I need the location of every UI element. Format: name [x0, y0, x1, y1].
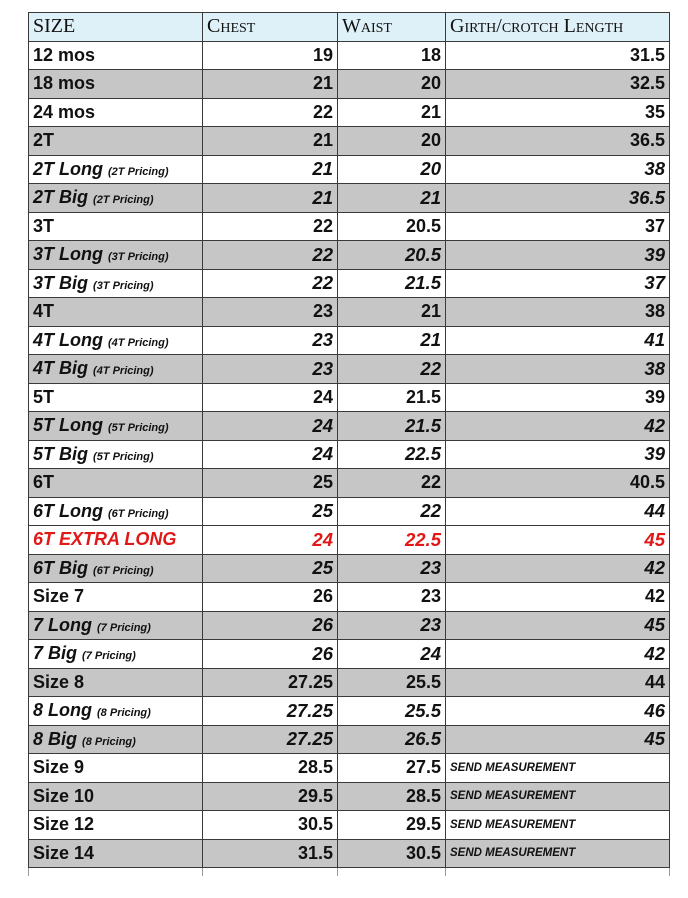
- size-cell: [29, 184, 203, 213]
- waist-cell: 21.5: [338, 383, 446, 412]
- size-cell: [29, 155, 203, 184]
- girth-cell: 41: [446, 326, 670, 355]
- chest-cell: 31.5: [203, 839, 338, 868]
- waist-cell: 30.5: [338, 839, 446, 868]
- size-cell: [29, 839, 203, 868]
- pricing-note: (7 Pricing): [97, 621, 151, 634]
- girth-cell: 45: [446, 725, 670, 754]
- size-label: Size 10: [33, 785, 95, 806]
- chest-cell: 21: [203, 127, 338, 156]
- table-row: [29, 70, 670, 99]
- waist-cell: 21.5: [338, 269, 446, 298]
- waist-cell: 23: [338, 554, 446, 583]
- chest-cell: 27.25: [203, 668, 338, 697]
- chest-cell: 19: [203, 41, 338, 70]
- pricing-note: (8 Pricing): [82, 735, 136, 748]
- girth-cell: 39: [446, 241, 670, 270]
- table-row: [29, 782, 670, 811]
- size-label: 8 Long: [33, 700, 92, 721]
- table-row: [29, 269, 670, 298]
- size-cell: [29, 811, 203, 840]
- pricing-note: (3T Pricing): [93, 279, 154, 292]
- size-label: 5T: [33, 386, 55, 407]
- size-cell: [29, 127, 203, 156]
- waist-cell: 21: [338, 298, 446, 327]
- table-row: [29, 212, 670, 241]
- girth-cell: 42: [446, 554, 670, 583]
- size-cell: [29, 41, 203, 70]
- table-row: [29, 127, 670, 156]
- table-row: [29, 241, 670, 270]
- table-row: [29, 497, 670, 526]
- girth-cell: 45: [446, 526, 670, 555]
- size-cell: [29, 269, 203, 298]
- waist-cell: 23: [338, 611, 446, 640]
- size-cell: [29, 697, 203, 726]
- size-label: 4T Long: [33, 329, 103, 350]
- pricing-note: (2T Pricing): [108, 165, 169, 178]
- header-girth: Girth/crotch Length: [446, 13, 670, 42]
- chest-cell: 21: [203, 70, 338, 99]
- size-label: 3T Big: [33, 272, 89, 293]
- size-label: 5T Long: [33, 415, 103, 436]
- waist-cell: 25.5: [338, 697, 446, 726]
- pricing-note: (3T Pricing): [108, 251, 169, 264]
- size-label: 24 mos: [33, 101, 96, 122]
- chest-cell: 30.5: [203, 811, 338, 840]
- size-cell: [29, 583, 203, 612]
- girth-cell: 38: [446, 355, 670, 384]
- size-cell: [29, 754, 203, 783]
- girth-cell: 37: [446, 212, 670, 241]
- send-measurement-cell: SEND MEASUREMENT: [446, 782, 670, 811]
- table-row: [29, 412, 670, 441]
- size-cell: [29, 469, 203, 498]
- send-measurement-cell: SEND MEASUREMENT: [446, 839, 670, 868]
- waist-cell: 20: [338, 70, 446, 99]
- size-cell: [29, 526, 203, 555]
- size-label: Size 8: [33, 671, 85, 692]
- table-row: [29, 554, 670, 583]
- size-cell: [29, 383, 203, 412]
- size-cell: [29, 298, 203, 327]
- pricing-note: (5T Pricing): [93, 450, 154, 463]
- column-tick: [28, 868, 29, 876]
- waist-cell: 18: [338, 41, 446, 70]
- waist-cell: 21: [338, 326, 446, 355]
- size-label: 3T: [33, 215, 55, 236]
- size-cell: [29, 611, 203, 640]
- table-body: [29, 41, 670, 868]
- size-label: 2T Long: [33, 158, 103, 179]
- girth-cell: 35: [446, 98, 670, 127]
- girth-cell: 42: [446, 412, 670, 441]
- waist-cell: 26.5: [338, 725, 446, 754]
- size-cell: [29, 782, 203, 811]
- waist-cell: 22: [338, 469, 446, 498]
- girth-cell: 38: [446, 155, 670, 184]
- pricing-note: (5T Pricing): [108, 422, 169, 435]
- size-label: 7 Big: [33, 643, 78, 664]
- pricing-note: (4T Pricing): [93, 365, 154, 378]
- size-cell: [29, 98, 203, 127]
- pricing-note: (4T Pricing): [108, 336, 169, 349]
- girth-cell: 44: [446, 668, 670, 697]
- size-label: 12 mos: [33, 44, 96, 65]
- table-row: [29, 98, 670, 127]
- girth-cell: 40.5: [446, 469, 670, 498]
- size-cell: [29, 412, 203, 441]
- size-label: 18 mos: [33, 73, 96, 94]
- size-label: 6T Long: [33, 500, 103, 521]
- size-cell: [29, 668, 203, 697]
- waist-cell: 20.5: [338, 212, 446, 241]
- header-chest: Chest: [203, 13, 338, 42]
- chest-cell: 21: [203, 184, 338, 213]
- pricing-note: (7 Pricing): [82, 650, 136, 663]
- table-row: [29, 155, 670, 184]
- girth-cell: 44: [446, 497, 670, 526]
- column-tick: [445, 868, 446, 876]
- column-tick: [337, 868, 338, 876]
- waist-cell: 24: [338, 640, 446, 669]
- chest-cell: 22: [203, 98, 338, 127]
- chest-cell: 26: [203, 611, 338, 640]
- column-tick: [669, 868, 670, 876]
- girth-cell: 46: [446, 697, 670, 726]
- chest-cell: 24: [203, 383, 338, 412]
- size-cell: [29, 554, 203, 583]
- girth-cell: 36.5: [446, 184, 670, 213]
- size-cell: [29, 212, 203, 241]
- size-label: Size 9: [33, 757, 85, 778]
- waist-cell: 21.5: [338, 412, 446, 441]
- size-cell: [29, 440, 203, 469]
- header-size: SIZE: [29, 13, 203, 42]
- size-label: 5T Big: [33, 443, 89, 464]
- girth-cell: 32.5: [446, 70, 670, 99]
- waist-cell: 22: [338, 355, 446, 384]
- table-row: [29, 469, 670, 498]
- chest-cell: 23: [203, 355, 338, 384]
- chest-cell: 24: [203, 412, 338, 441]
- size-label: 3T Long: [33, 244, 103, 265]
- size-cell: [29, 241, 203, 270]
- column-tick: [202, 868, 203, 876]
- table-row: [29, 583, 670, 612]
- table-row: [29, 640, 670, 669]
- size-label: 6T: [33, 472, 55, 493]
- chest-cell: 24: [203, 440, 338, 469]
- waist-cell: 21: [338, 98, 446, 127]
- table-row: [29, 326, 670, 355]
- size-table: [28, 12, 670, 868]
- waist-cell: 20.5: [338, 241, 446, 270]
- table-row: [29, 811, 670, 840]
- send-measurement-cell: SEND MEASUREMENT: [446, 754, 670, 783]
- pricing-note: (8 Pricing): [97, 707, 151, 720]
- waist-cell: 29.5: [338, 811, 446, 840]
- chest-cell: 26: [203, 583, 338, 612]
- waist-cell: 20: [338, 155, 446, 184]
- size-label: Size 14: [33, 842, 95, 863]
- table-row: [29, 383, 670, 412]
- waist-cell: 22.5: [338, 526, 446, 555]
- size-label: Size 12: [33, 814, 95, 835]
- table-row: [29, 526, 670, 555]
- waist-cell: 28.5: [338, 782, 446, 811]
- chest-cell: 25: [203, 497, 338, 526]
- girth-cell: 42: [446, 640, 670, 669]
- girth-cell: 36.5: [446, 127, 670, 156]
- header-row: [29, 13, 670, 42]
- table-row: [29, 611, 670, 640]
- size-label: 2T Big: [33, 187, 89, 208]
- table-row: [29, 668, 670, 697]
- size-label: 2T: [33, 130, 55, 151]
- size-cell: [29, 725, 203, 754]
- table-row: [29, 839, 670, 868]
- girth-cell: 31.5: [446, 41, 670, 70]
- size-cell: [29, 355, 203, 384]
- chest-cell: 28.5: [203, 754, 338, 783]
- chest-cell: 23: [203, 298, 338, 327]
- girth-cell: 45: [446, 611, 670, 640]
- waist-cell: 21: [338, 184, 446, 213]
- table-row: [29, 184, 670, 213]
- size-label: 6T EXTRA LONG: [33, 529, 177, 550]
- header-waist: Waist: [338, 13, 446, 42]
- size-label: 7 Long: [33, 614, 92, 635]
- size-cell: [29, 70, 203, 99]
- size-label: 8 Big: [33, 728, 78, 749]
- girth-cell: 39: [446, 440, 670, 469]
- pricing-note: (6T Pricing): [93, 564, 154, 577]
- size-chart: [28, 12, 669, 868]
- size-label: Size 7: [33, 586, 85, 607]
- chest-cell: 22: [203, 212, 338, 241]
- girth-cell: 42: [446, 583, 670, 612]
- table-row: [29, 298, 670, 327]
- size-label: 6T Big: [33, 557, 89, 578]
- waist-cell: 27.5: [338, 754, 446, 783]
- size-cell: [29, 497, 203, 526]
- pricing-note: (2T Pricing): [93, 194, 154, 207]
- pricing-note: (6T Pricing): [108, 507, 169, 520]
- size-label: 4T Big: [33, 358, 89, 379]
- table-row: [29, 697, 670, 726]
- waist-cell: 23: [338, 583, 446, 612]
- table-row: [29, 41, 670, 70]
- girth-cell: 38: [446, 298, 670, 327]
- waist-cell: 22.5: [338, 440, 446, 469]
- chest-cell: 25: [203, 469, 338, 498]
- table-row: [29, 725, 670, 754]
- size-cell: [29, 326, 203, 355]
- chest-cell: 22: [203, 269, 338, 298]
- size-label: 4T: [33, 301, 55, 322]
- waist-cell: 25.5: [338, 668, 446, 697]
- chest-cell: 29.5: [203, 782, 338, 811]
- girth-cell: 39: [446, 383, 670, 412]
- chest-cell: 22: [203, 241, 338, 270]
- chest-cell: 23: [203, 326, 338, 355]
- table-row: [29, 355, 670, 384]
- size-cell: [29, 640, 203, 669]
- table-row: [29, 440, 670, 469]
- waist-cell: 20: [338, 127, 446, 156]
- chest-cell: 21: [203, 155, 338, 184]
- waist-cell: 22: [338, 497, 446, 526]
- table-row: [29, 754, 670, 783]
- send-measurement-cell: SEND MEASUREMENT: [446, 811, 670, 840]
- girth-cell: 37: [446, 269, 670, 298]
- chest-cell: 24: [203, 526, 338, 555]
- chest-cell: 25: [203, 554, 338, 583]
- chest-cell: 26: [203, 640, 338, 669]
- chest-cell: 27.25: [203, 725, 338, 754]
- chest-cell: 27.25: [203, 697, 338, 726]
